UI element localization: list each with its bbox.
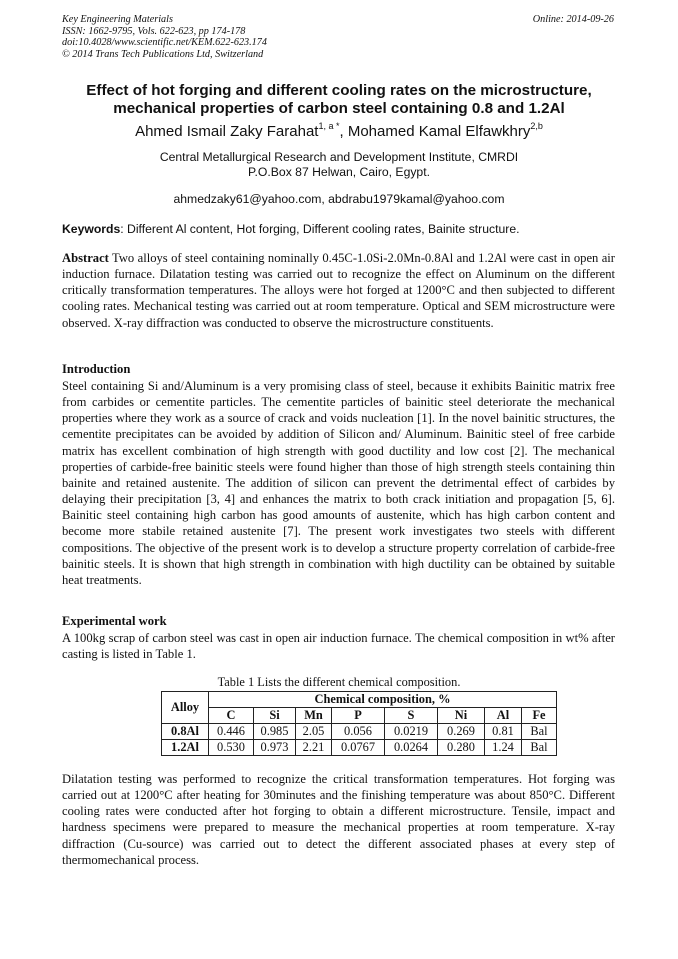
abstract-label: Abstract <box>62 251 109 265</box>
table-cell: 0.280 <box>438 740 485 756</box>
element-header-row <box>162 708 557 724</box>
column-header: P <box>332 708 385 724</box>
column-header: Al <box>485 708 522 724</box>
affiliation <box>62 150 616 180</box>
column-header: Ni <box>438 708 485 724</box>
abstract-text: Two alloys of steel containing nominally 0.45C-1.0Si-2.0Mn-0.8Al and 1.2Al were cast in open air induction furnace. Dilatation testing was carried out to recognize the effect on Aluminum on the different critically transformation temperatures. The alloys were hot forged at 1200°C and then subjected to different cooling rates. Mechanical testing was carried out at room temperature. Optical and SEM microstructure were observed. X-ray diffraction was conducted to observe the microstructure constituents. <box>62 251 615 330</box>
column-header: Mn <box>296 708 332 724</box>
table-cell: 0.973 <box>254 740 296 756</box>
table-cell: 0.0264 <box>385 740 438 756</box>
paper-title <box>62 82 616 118</box>
introduction-text: Steel containing Si and/Aluminum is a very promising class of steel, because it exhibits Bainitic matrix free from carbides or cementite particles. The cementite particles of bainitic steel deteriorate the mechanical properties where they work as a source of crack and voids nucleation [1]. In the novel bainitic structures, the cementite precipitates can be avoided by addition of Silicon and/ Aluminum. Bainitic steel of free carbide matrix has excellent combination of high strength with good ductility and low cost [2]. The mechanical properties of carbide-free bainitic steels were found higher than those of high strength steels containing thin bainite and retained austenite. The addition of silicon can prevent the detrimental effect of carbides by delaying their precipitation [3, 4] and enhances the matrix to both crack initiation and propagation [5, 6]. Bainitic steel containing high carbon has good amounts of austenite, which has high carbon content and become more stabile retained austenite [7]. The present work investigates two steels with different compositions. The objective of the present work is to develop a structure property correlation of carbide-free bainitic steels. It is shown that high strength in combination with high ductility can be obtained by suitable heat treatments. <box>62 379 615 587</box>
title-line-1: Effect of hot forging and different cooling rates on the microstructure, <box>86 82 592 99</box>
composition-table <box>161 691 557 756</box>
keywords <box>62 222 616 236</box>
table-cell: 0.0767 <box>332 740 385 756</box>
table-cell: 0.056 <box>332 724 385 740</box>
table-cell: Bal <box>522 724 557 740</box>
table-row <box>162 724 557 740</box>
affiliation-line-2: P.O.Box 87 Helwan, Cairo, Egypt. <box>247 165 430 179</box>
doi-line: doi:10.4028/www.scientific.net/KEM.622-623.174 <box>62 37 267 49</box>
table-cell: 0.0219 <box>385 724 438 740</box>
alloy-header: Alloy <box>162 692 209 724</box>
author-2-affil-mark: 2,b <box>530 121 543 131</box>
alloy-cell: 0.8Al <box>162 724 209 740</box>
introduction-heading: Introduction <box>62 362 131 376</box>
author-1-affil-mark: 1, a * <box>318 121 340 131</box>
author-emails: ahmedzaky61@yahoo.com, abdrabu1979kamal@yahoo.com <box>173 192 505 206</box>
table-caption: Table 1 Lists the different chemical composition. <box>217 675 461 689</box>
table-cell: Bal <box>522 740 557 756</box>
author-1: Ahmed Ismail Zaky Farahat <box>135 123 319 140</box>
table-cell: 1.24 <box>485 740 522 756</box>
dilatation-text: Dilatation testing was performed to recognize the critical transformation temperatures. Hot forging was carried out at 1200°C after heating for 30minutes and the finishing temperature was about 850°C. Different cooling rates were conducted after hot forging to obtain a different microstructure. Tensile, impact and hardness specimens were prepared to measure the mechanical properties at room temperature. X-ray diffraction (Cu-source) was carried out to detect the different associated phases at every step of thermomechanical process. <box>62 772 615 867</box>
keywords-text: : Different Al content, Hot forging, Different cooling rates, Bainite structure. <box>120 222 520 236</box>
table-cell: 2.21 <box>296 740 332 756</box>
experimental-heading: Experimental work <box>62 614 167 628</box>
journal-name: Key Engineering Materials <box>62 14 173 25</box>
column-header: S <box>385 708 438 724</box>
author-2: Mohamed Kamal Elfawkhry <box>347 123 531 140</box>
issn-line: ISSN: 1662-9795, Vols. 622-623, pp 174-178 <box>62 25 246 37</box>
column-header: Si <box>254 708 296 724</box>
table-cell: 0.446 <box>209 724 254 740</box>
online-date: Online: 2014-09-26 <box>532 14 614 25</box>
alloy-cell: 1.2Al <box>162 740 209 756</box>
author-list <box>62 121 616 140</box>
keywords-label: Keywords <box>62 222 121 236</box>
experimental-text: A 100kg scrap of carbon steel was cast in open air induction furnace. The chemical composition in wt% after casting is listed in Table 1. <box>62 631 615 662</box>
affiliation-line-1: Central Metallurgical Research and Development Institute, CMRDI <box>159 150 519 164</box>
table-cell: 0.530 <box>209 740 254 756</box>
table-cell: 0.81 <box>485 724 522 740</box>
table-cell: 2.05 <box>296 724 332 740</box>
composition-group-header: Chemical composition, % <box>209 692 557 708</box>
copyright-line: © 2014 Trans Tech Publications Ltd, Switzerland <box>62 48 264 60</box>
table-cell: 0.269 <box>438 724 485 740</box>
table-header-row <box>162 692 557 708</box>
table-cell: 0.985 <box>254 724 296 740</box>
author-separator: , <box>339 123 348 140</box>
publication-info <box>62 14 267 60</box>
column-header: C <box>209 708 254 724</box>
title-line-2: mechanical properties of carbon steel containing 0.8 and 1.2Al <box>113 100 565 117</box>
abstract <box>62 250 615 331</box>
table-row <box>162 740 557 756</box>
column-header: Fe <box>522 708 557 724</box>
